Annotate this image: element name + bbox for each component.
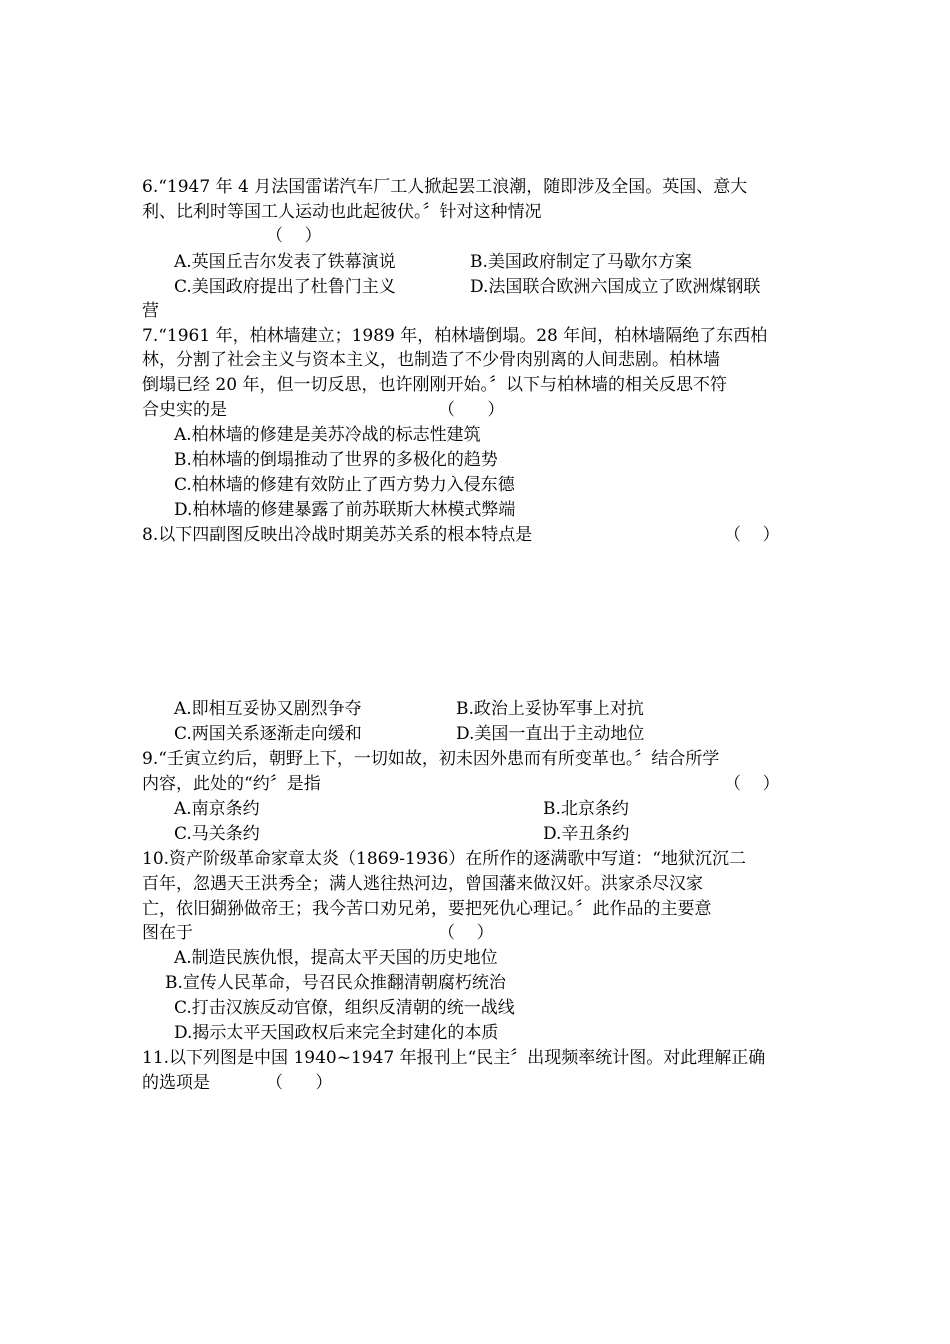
q7-stem-line1: 7.“1961 年，柏林墙建立；1989 年，柏林墙倒塌。28 年间，柏林墙隔绝了东西柏 — [142, 326, 768, 346]
q6-option-b: B.美国政府制定了马歇尔方案 — [470, 252, 692, 272]
q6-stem-line1: 6.“1947 年 4 月法国雷诺汽车厂工人掀起罢工浪潮，随即涉及全国。英国、意大 — [142, 177, 748, 197]
q7-option-b: B.柏林墙的倒塌推动了世界的多极化的趋势 — [174, 450, 498, 470]
q10-option-a: A.制造民族仇恨，提高太平天国的历史地位 — [174, 948, 498, 968]
q9-option-b: B.北京条约 — [543, 799, 629, 819]
q7-option-c: C.柏林墙的修建有效防止了西方势力入侵东德 — [174, 475, 515, 495]
q6-option-a: A.英国丘吉尔发表了铁幕演说 — [174, 252, 396, 272]
q10-stem-line3: 亡，依旧猢狲做帝王；我今苦口劝兄弟，要把死仇心理记。〞此作品的主要意 — [142, 899, 712, 919]
q7-option-a: A.柏林墙的修建是美苏冷战的标志性建筑 — [174, 425, 481, 445]
q10-stem-line1: 10.资产阶级革命家章太炎（1869-1936）在所作的逐满歌中写道：“地狱沉沉二 — [142, 849, 746, 869]
q11-stem-line2: 的选项是 — [142, 1073, 210, 1093]
q10-option-b: B.宣传人民革命，号召民众推翻清朝腐朽统治 — [165, 973, 506, 993]
q8-option-a: A.即相互妥协又剧烈争夺 — [174, 699, 362, 719]
q9-answer-bracket: （ ） — [724, 774, 780, 794]
q9-stem-line2: 内容，此处的“约〞是指 — [142, 774, 321, 794]
q10-answer-bracket: （ ） — [438, 923, 494, 943]
q8-option-d: D.美国一直出于主动地位 — [456, 724, 645, 744]
q7-stem-line3: 倒塌已经 20 年，但一切反思，也许刚刚开始。〞以下与柏林墙的相关反思不符 — [142, 375, 727, 395]
q6-option-c: C.美国政府提出了杜鲁门主义 — [174, 277, 396, 297]
q7-stem-line4: 合史实的是 — [142, 400, 227, 420]
q9-stem-line1: 9.“壬寅立约后，朝野上下，一切如故，初未因外患而有所变革也。〞结合所学 — [142, 749, 720, 769]
q11-answer-bracket: （ ） — [266, 1073, 333, 1093]
q7-stem-line2: 林，分割了社会主义与资本主义，也制造了不少骨肉别离的人间悲剧。柏林墙 — [142, 350, 720, 370]
q11-stem-line1: 11.以下列图是中国 1940~1947 年报刊上“民主〞出现频率统计图。对此理解正确 — [142, 1048, 766, 1068]
q10-stem-line2: 百年，忽遇天王洪秀全；满人逃往热河边，曾国藩来做汉奸。洪家杀尽汉家 — [142, 874, 703, 894]
q8-option-b: B.政治上妥协军事上对抗 — [456, 699, 644, 719]
q8-answer-bracket: （ ） — [724, 525, 780, 545]
q6-stem-line2: 利、比利时等国工人运动也此起彼伏。〞针对这种情况 — [142, 202, 542, 222]
q7-answer-bracket: （ ） — [438, 400, 505, 420]
q9-option-d: D.辛丑条约 — [543, 824, 630, 844]
q8-stem-line1: 8.以下四副图反映出冷战时期美苏关系的根本特点是 — [142, 525, 533, 545]
q9-option-c: C.马关条约 — [174, 824, 260, 844]
q6-option-d: D.法国联合欧洲六国成立了欧洲煤钢联 — [470, 277, 761, 297]
q7-option-d: D.柏林墙的修建暴露了前苏联斯大林模式弊端 — [174, 500, 516, 520]
q6-option-d-continued: 营 — [142, 301, 159, 321]
q10-option-c: C.打击汉族反动官僚，组织反清朝的统一战线 — [174, 998, 515, 1018]
q10-stem-line4: 图在于 — [142, 923, 193, 943]
q10-option-d: D.揭示太平天国政权后来完全封建化的本质 — [174, 1023, 499, 1043]
q8-option-c: C.两国关系逐渐走向缓和 — [174, 724, 362, 744]
q6-answer-bracket: （ ） — [266, 226, 322, 246]
q9-option-a: A.南京条约 — [174, 799, 260, 819]
